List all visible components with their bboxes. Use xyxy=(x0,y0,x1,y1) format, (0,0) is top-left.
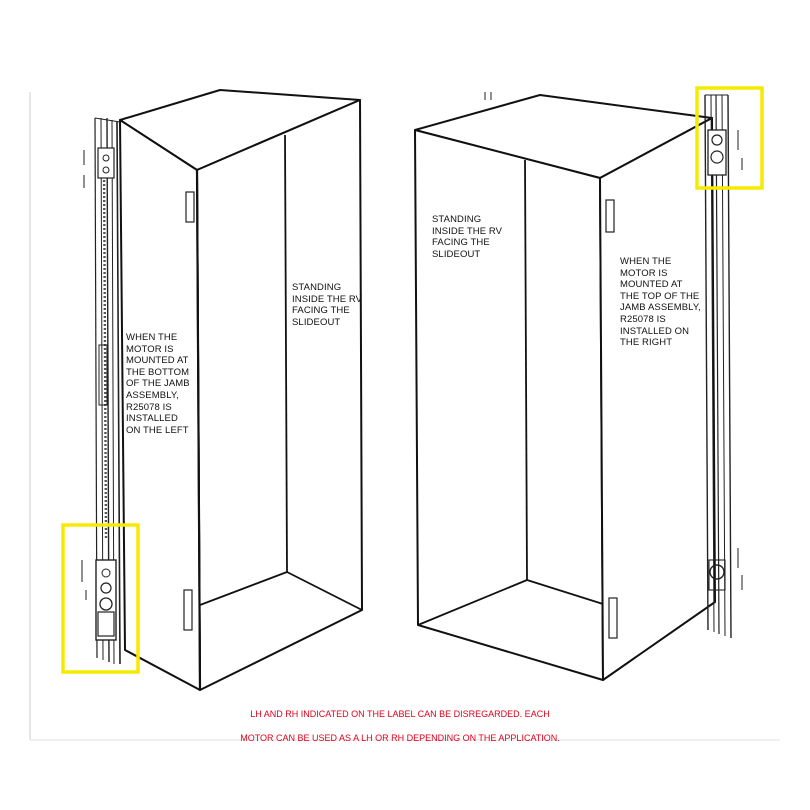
right-view-position-label: STANDING INSIDE THE RV FACING THE SLIDEOUT xyxy=(432,214,503,260)
footnote xyxy=(190,696,610,756)
left-motor-note: WHEN THE MOTOR IS MOUNTED AT THE BOTTOM OF THE JAMB ASSEMBLY, R25078 IS INSTALLED ON THE LEFT xyxy=(126,332,190,436)
right-motor-note: WHEN THE MOTOR IS MOUNTED AT THE TOP OF THE JAMB ASSEMBLY, R25078 IS INSTALLED ON THE RIGHT xyxy=(620,256,701,349)
left-jamb-assembly xyxy=(82,118,120,664)
right-top-marks xyxy=(485,92,491,100)
footnote-line-1: LH AND RH INDICATED ON THE LABEL CAN BE DISREGARDED. EACH xyxy=(250,709,550,719)
right-slideout-cabinet xyxy=(415,95,715,680)
left-view-position-label: STANDING INSIDE THE RV FACING THE SLIDEOUT xyxy=(292,282,363,328)
footnote-line-2: MOTOR CAN BE USED AS A LH OR RH DEPENDING ON THE APPLICATION. xyxy=(240,733,560,743)
